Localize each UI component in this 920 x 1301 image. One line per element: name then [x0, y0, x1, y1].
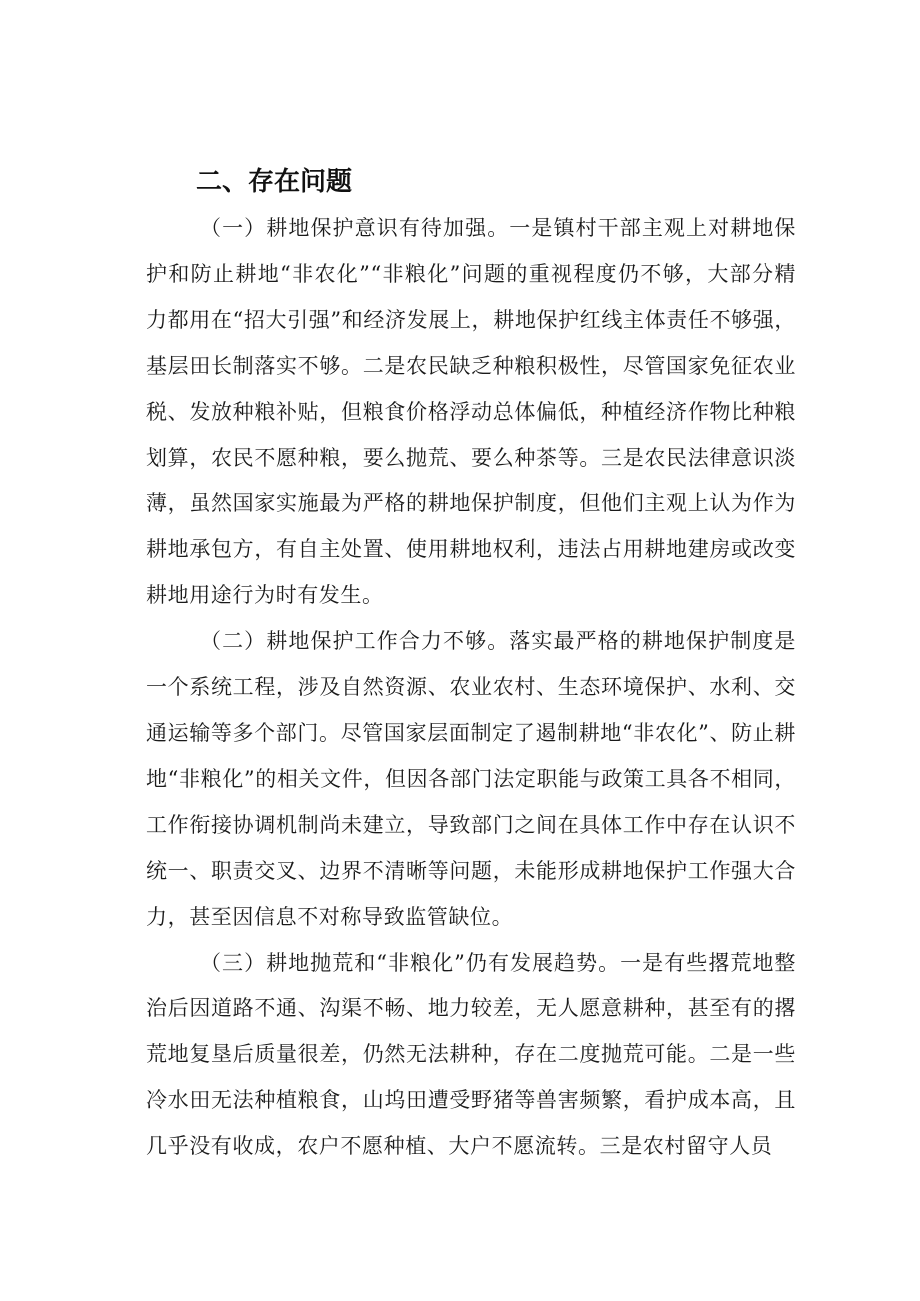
section-heading: 二、存在问题: [196, 167, 353, 197]
paragraph-2: （二）耕地保护工作合力不够。落实最严格的耕地保护制度是一个系统工程，涉及自然资源、农业农村、生态环境保护、水利、交通运输等多个部门。尽管国家层面制定了遏制耕地“非农化”、防止耕地“非粮化”的相关文件，但因各部门法定职能与政策工具各不相同，工作衔接协调机制尚未建立，导致部门之间在具体工作中存在认识不统一、职责交叉、边界不清晰等问题，未能形成耕地保护工作强大合力，甚至因信息不对称导致监管缺位。: [146, 629, 796, 929]
paragraph-3: （三）耕地抛荒和“非粮化”仍有发展趋势。一是有些撂荒地整治后因道路不通、沟渠不畅、地力较差，无人愿意耕种，甚至有的撂荒地复垦后质量很差，仍然无法耕种，存在二度抛荒可能。二是一些冷水田无法种植粮食，山坞田遭受野猪等兽害频繁，看护成本高，且几乎没有收成，农户不愿种植、大户不愿流转。三是农村留守人员: [146, 950, 796, 1159]
paragraph-1: （一）耕地保护意识有待加强。一是镇村干部主观上对耕地保护和防止耕地“非农化”“非粮化”问题的重视程度仍不够，大部分精力都用在“招大引强”和经济发展上，耕地保护红线主体责任不够强，基层田长制落实不够。二是农民缺乏种粮积极性，尽管国家免征农业税、发放种粮补贴，但粮食价格浮动总体偏低，种植经济作物比种粮划算，农民不愿种粮，要么抛荒、要么种茶等。三是农民法律意识淡薄，虽然国家实施最为严格的耕地保护制度，但他们主观上认为作为耕地承包方，有自主处置、使用耕地权利，违法占用耕地建房或改变耕地用途行为时有发生。: [146, 216, 796, 608]
document-body: [146, 158, 796, 1170]
